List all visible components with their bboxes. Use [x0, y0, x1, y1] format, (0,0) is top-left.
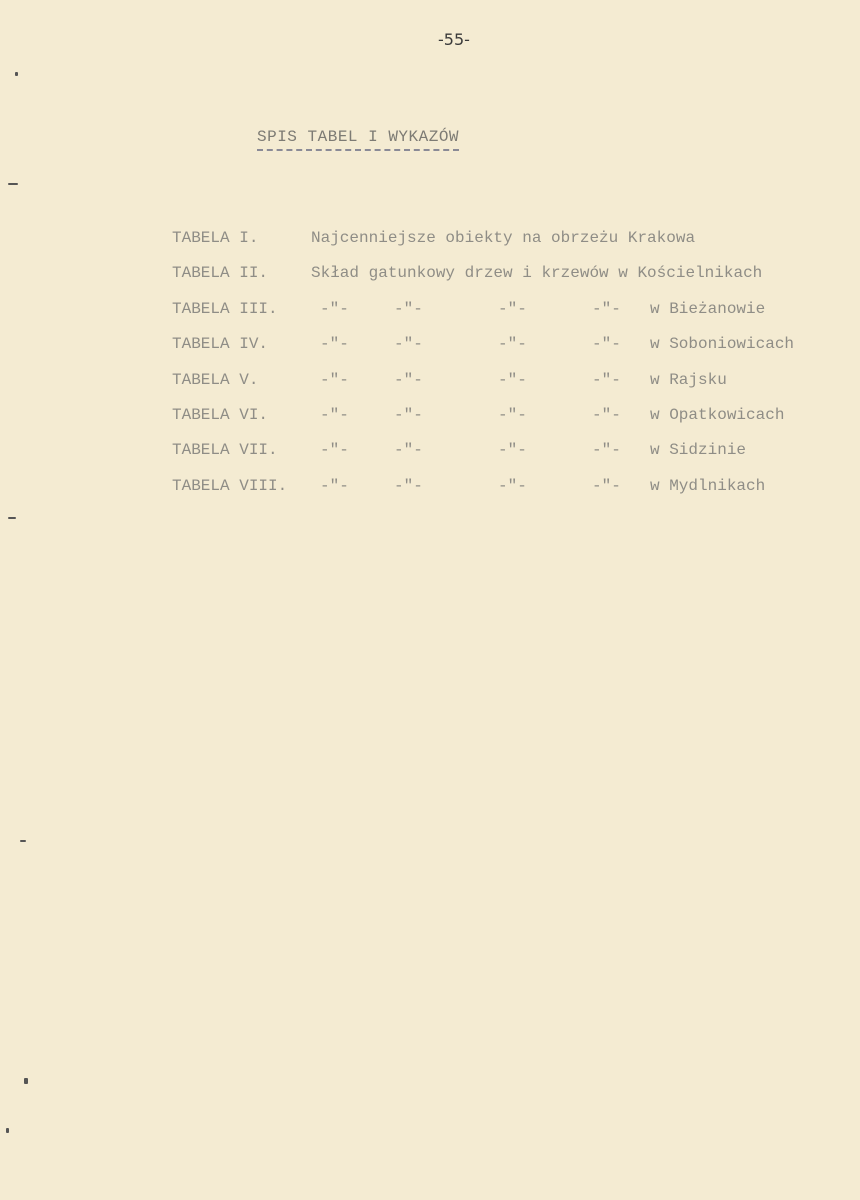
- entry-location: w Rajsku: [650, 371, 727, 389]
- scan-speck: [20, 840, 26, 842]
- ditto-mark: -"-: [394, 406, 423, 424]
- ditto-mark: -"-: [592, 335, 621, 353]
- entry-description: Najcenniejsze obiekty na obrzeżu Krakowa: [311, 229, 696, 247]
- entry-label: TABELA VIII.: [172, 477, 288, 495]
- ditto-mark: -"-: [394, 371, 423, 389]
- entry-location: w Soboniowicach: [650, 335, 795, 353]
- ditto-mark: -"-: [498, 477, 527, 495]
- entry-label: TABELA V.: [172, 371, 259, 389]
- entry-label: TABELA III.: [172, 300, 278, 318]
- ditto-mark: -"-: [320, 371, 349, 389]
- ditto-mark: -"-: [498, 300, 527, 318]
- scan-speck: [15, 72, 18, 76]
- ditto-mark: -"-: [394, 477, 423, 495]
- ditto-mark: -"-: [592, 300, 621, 318]
- page-number: -55-: [438, 30, 470, 49]
- ditto-mark: -"-: [320, 300, 349, 318]
- ditto-mark: -"-: [320, 477, 349, 495]
- entry-label: TABELA II.: [172, 264, 269, 282]
- entry-label: TABELA I.: [172, 229, 259, 247]
- entry-location: w Sidzinie: [650, 441, 747, 459]
- ditto-mark: -"-: [592, 477, 621, 495]
- scan-speck: [24, 1078, 28, 1084]
- ditto-mark: -"-: [394, 441, 423, 459]
- ditto-mark: -"-: [394, 300, 423, 318]
- ditto-mark: -"-: [320, 335, 349, 353]
- ditto-mark: -"-: [320, 406, 349, 424]
- scan-speck: [8, 183, 18, 185]
- entry-location: w Mydlnikach: [650, 477, 766, 495]
- entry-label: TABELA VI.: [172, 406, 269, 424]
- ditto-mark: -"-: [498, 371, 527, 389]
- entry-location: w Bieżanowie: [650, 300, 766, 318]
- scan-speck: [8, 517, 16, 519]
- scan-speck: [6, 1128, 9, 1133]
- page-title: SPIS TABEL I WYKAZÓW: [257, 128, 459, 151]
- entry-description: Skład gatunkowy drzew i krzewów w Kościelnikach: [311, 264, 763, 282]
- entry-location: w Opatkowicach: [650, 406, 785, 424]
- ditto-mark: -"-: [394, 335, 423, 353]
- ditto-mark: -"-: [498, 335, 527, 353]
- ditto-mark: -"-: [592, 406, 621, 424]
- ditto-mark: -"-: [320, 441, 349, 459]
- ditto-mark: -"-: [592, 441, 621, 459]
- ditto-mark: -"-: [498, 441, 527, 459]
- ditto-mark: -"-: [592, 371, 621, 389]
- entry-label: TABELA VII.: [172, 441, 278, 459]
- entry-label: TABELA IV.: [172, 335, 269, 353]
- ditto-mark: -"-: [498, 406, 527, 424]
